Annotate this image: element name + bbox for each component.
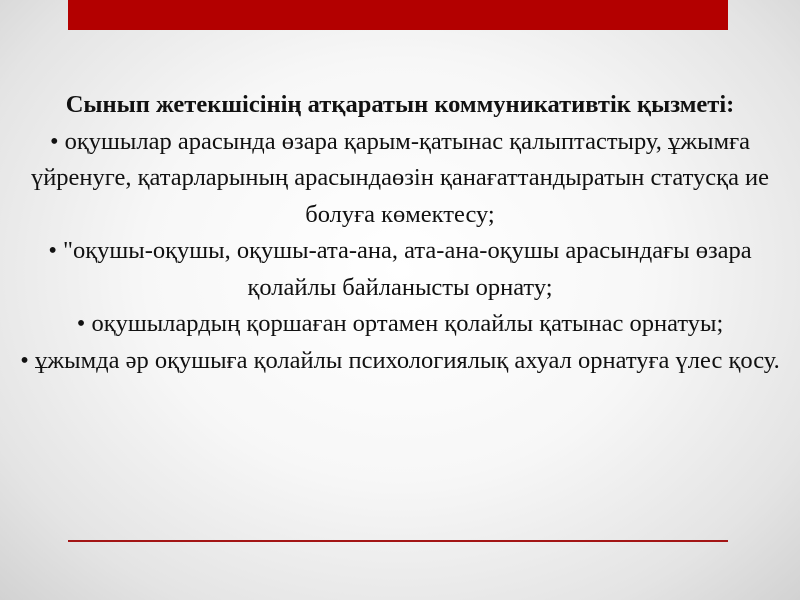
bullet-item: • оқушылардың қоршаған ортамен қолайлы қатынас орнатуы;	[76, 310, 724, 337]
slide-heading: Сынып жетекшісінің атқаратын коммуникативтік қызметі:	[65, 91, 735, 118]
bottom-divider-line	[68, 540, 728, 542]
top-accent-bar	[68, 0, 728, 30]
bullet-item: • оқушылар арасында өзара қарым-қатынас қалыптастыру, ұжымға үйренуге, қатарларының арасындаөзін қанағаттандыратын статусқа ие болуға көмектесу;	[30, 127, 770, 228]
bullet-item: • ұжымда әр оқушыға қолайлы психологиялық ахуал орнатуға үлес қосу.	[20, 346, 780, 374]
bullet-item: • "оқушы-оқушы, оқушы-ата-ана, ата-ана-оқушы арасындағы өзара қолайлы байланысты орнату;	[48, 237, 752, 301]
slide-body	[20, 87, 780, 379]
